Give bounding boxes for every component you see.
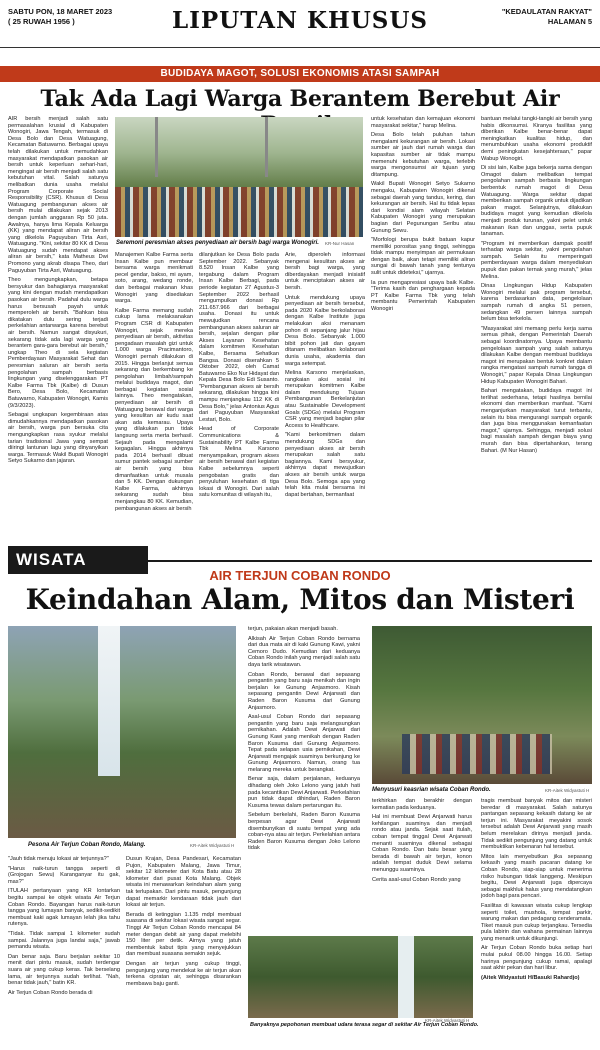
paragraph: "Tidak. Tidak sampai 1 kilometer sudah sampai. Jalannya juga landai saja," jawab pemandu wisata.: [8, 930, 120, 951]
paragraph: Arie, diperoleh informasi mengenai kesulitan akses air bersih bagi warga, yang diberdayakan menjadi inisiatif untuk menciptakan akses air bersih.: [285, 252, 365, 291]
paragraph: Theo mengungkapkan, betapa bersyukur dan bahagianya masyarakat yang kini dengan mudah mendapatkan pasokan air bersih. Padahal dulu warga harus bersusah payah untuk memperoleh air bersih. "Bahkan bisa dikatakan dulu sering terjadi perkelahian antarwarga karena berebut air bersih. Namun sangat disyukuri, sekarang tidak ada lagi warga yang berantem gara-gara berebut air bersih," ungkap Theo di sela kegiatan Pemberdayaan Masyarakat Sehat dan peresmian saluran air bersih serta pengolahan sampah berbasis lingkungan yang diselenggarakan PT Kalbe Farma Tbk (Kalbe) di Dusun Bero, Desa Bolo, Kecamatan Batuwarno, Kabupaten Wonogiri, Kamis (9/3/2023).: [8, 277, 108, 409]
story2-photo-visitors: [372, 626, 592, 784]
story2-column-4: [481, 798, 592, 1034]
paragraph: Manajemen Kalbe Farma serta Insan Kalbe pun membaur bersama warga menikmati pecel gendar, bakso, mi ayam, soto, arang, wedang ronde, dan berbagai makanan khas Wonogiri yang disediakan warga.: [115, 252, 193, 305]
story2-column-1: [8, 856, 120, 1036]
paragraph: Benar saja, dalam perjalanan, keduanya dihadang oleh Joko Lelono yang jatuh hati pada kecantikan Dewi Anjarwati. Perkelahian pun tidak dapat dihindari, Raden Baron Kusuma tewas dalam pertarungan itu.: [248, 776, 360, 809]
paragraph: Di sisi lain, Kalbe juga bekerja sama dengan Omagot dalam melibatkan tempat pengolahan sampah berbasis lingkungan berbentuk rumah magot di Desa Watuagung. Warga sekitar dapat memberikan sampah organik untuk dijadikan pakan magot. Selanjutnya, dilakukan budidaya magot yang kemudian dikelola menjadi produk turunan, yakni pelet untuk makanan ikan dan unggas, serta pupuk tanaman.: [481, 165, 592, 238]
paragraph: Fasilitas di kawasan wisata cukup lengkap seperti toilet, mushola, tempat parkir, warung makan dan pedagang cenderamata. Tiket masuk pun cukup terjangkau. Tersedia pula labirin dan wahana permainan lainnya yang menarik untuk dikunjungi.: [481, 902, 592, 942]
paragraph: "Morfologi berupa bukit batuan kapur memiliki porositas yang tinggi, sehingga tidak mampu menyimpan air permukaan dengan baik, akan tetapi memiliki aliran sungai di bawah tanah yang tentunya sulit untuk dideteksi," ujarnya.: [371, 237, 475, 277]
story2-headline: Keindahan Alam, Mitos dan Misteri: [25, 583, 575, 616]
paragraph: Wakil Bupati Wonogiri Setyo Sukarno mengaku, Kabupaten Wonogiri dikenal sebagai daerah yang tandus, kering, dan kekurangan air bersih. Hal itu tidak lepas dari kondisi alam wilayah Selatan Kabupaten Wonogiri yang merupakan bagian dari Pegunungan Seribu atau Gunung Sewu.: [371, 181, 475, 234]
story1-photo-credit: KR-Nur Hasan: [325, 241, 355, 246]
paragraph: Air Terjun Coban Rondo berada di: [8, 989, 93, 996]
paragraph: Desa Bolo telah puluhan tahun mengalami kekurangan air bersih. Lokasi sumber air jauh dari rumah warga dan kapasitas sumber air tidak mampu memenuhi kebutuhan warga, terlebih warga mengonsumsi air tujuan yang ditampung.: [371, 132, 475, 178]
story1-headline: Tak Ada Lagi Warga Berantem Berebut Air: [40, 86, 560, 112]
paragraph: "Masyarakat sini memang perlu kerja sama semua pihak, dengan Pemerintah Daerah sebagai koordinatornya. Upaya membantu pengelolaan sampah yang salah satunya dilakukan Kalbe dengan membuat budidaya magot ini merupakan bentuk konkret dalam rangka mengatasi sampah rumah tangga di Wonogiri," papar Kepala Dinas Lingkungan Hidup Kabupaten Wonogiri Bahari.: [481, 325, 592, 385]
story1-photo: [115, 117, 363, 237]
header-date: SABTU PON, 18 MARET 2023: [8, 7, 113, 16]
story1-kicker: BUDIDAYA MAGOT, SOLUSI EKONOMIS ATASI SAMPAH: [0, 66, 600, 82]
paragraph: dilanjutkan ke Desa Bolo pada September 2022. Sebanyak 8.520 Insan Kalbe yang tergabung dalam Program Insan Kalbe Berbagi, pada periode kegiatan 27 Agustus-3 September 2022 berhasil mengumpulkan donasi Rp 211.657.966 dari berbagai usaha. Donasi itu untuk mewujudkan rencana pembangunan akses saluran air bersih, sejalan dengan pilar Akses Layanan Kesehatan dalam komitmen Kesehatan Kalbe, Bersama Sehatkan Bangsa. Donasi diserahkan 5 Oktober 2022, oleh Camat Batuwarno Eko Nur Hidayat dan Kepala Desa Bolo Edi Susanto. "Pembangunan akses air bersih sekarang, dilakukan hingga kini mampu menjangkau 112 KK di Desa Bolo," jelas Antonius Agus dari Paguyuban Masyarakat Lestari, Bolo.: [199, 252, 279, 423]
paragraph: "Kami berkomitmen dalam mendukung SDGs dan penyediaan akses air bersih merupakan salah satu bagiannya. Kami bersyukur, akhirnya dapat mewujudkan akses air bersih untuk warga Desa Bolo. Semoga apa yang telah kita mulai bersama ini dapat bertahan, bermanfaat: [285, 432, 365, 498]
story1-column-4: [285, 252, 365, 534]
story2-photo-trees: [248, 936, 473, 1018]
header-paper-block: [502, 7, 592, 27]
paragraph: terjun, pakaian akan menjadi basah.: [248, 626, 338, 632]
page-header: [0, 0, 600, 48]
paragraph: tragis membuat banyak mitos dan misteri beredar di masyarakat. Salah satunya pantangan sepasang kekasih datang ke air terjun ini. Masyarakat meyakini sosok tersebut adalah Dewi Anjarwati yang masih belum merelakan dirinya menjadi janda. Tidak sedikit pengunjung yang datang untuk membuktikan kebenaran hal tersebut.: [481, 798, 592, 851]
paragraph: Untuk mendukung upaya penyediaan air bersih tersebut, pada 2020 Kalbe berkolaborasi dengan Kalbe Institute juga melakukan aksi menanam pohon di sepanjang jalur hijau Desa Bolo. Sebanyak 1.000 bibit pohon jati dan gayam ditanam melibatkan kolaborasi dunia usaha, akademia dan warga setempat.: [285, 294, 365, 367]
header-ruwah: ( 25 RUWAH 1956 ): [8, 17, 75, 26]
paragraph: Head of Corporate Communications & Sustainability PT Kalbe Farma Tbk Melina Karsono menyampaikan, program akses air bersih berawal dari kegiatan Kalbe sebelumnya seperti pengobatan gratis dan penyuluhan kesehatan di tiga lokasi di Wonogiri. Dari salah satu komunitas di wilayah itu,: [199, 426, 279, 499]
story2-kicker: AIR TERJUN COBAN RONDO: [209, 568, 391, 583]
paragraph: untuk kesehatan dan kemajuan ekonomi masyarakat sekitar," harap Melina.: [371, 116, 475, 129]
paper-name: "KEDAULATAN RAKYAT": [501, 7, 592, 16]
story2-photo-waterfall: [8, 626, 236, 838]
section-title: LIPUTAN KHUSUS: [171, 7, 429, 34]
paragraph: Mitos lain menyebutkan jika sepasang kekasih yang masih pacaran datang ke Coban Rondo, siap-siap untuk menerima risiko hubungan tidak langgeng. Meskipun begitu, Dewi Anjarwati juga dipercaya sebagai makhluk halus yang mendatangkan jodoh bagi para pencari.: [481, 853, 592, 900]
paragraph: Dusun Krajan, Desa Pandesari, Kecamatan Pujon, Kabupaten Malang, Jawa Timur, sekitar 12 kilometer dari Kota Batu atau 28 kilometer dari pusat Kota Malang. Objek wisata ini menawarkan keindahan alam yang tak terlupakan. Dari pintu masuk, pengunjung dapat memarkir kendaraan tidak jauh dari lokasi air terjun.: [126, 856, 241, 909]
paragraph: "Program ini memberikan dampak positif terhadap warga sekitar, yakni pengolahan sampah. Selain itu memperingati pemberdayaan warga dalam menyediakan pupuk dan pakan ternak yang murah," jelas Melina.: [481, 240, 592, 280]
paragraph: Alkisah Air Terjun Coban Rondo bernama dari dua mata air di kaki Gunung Kawi, yakni Cemoro Dudo. Kemudian dari keduanya Coban Rondo inilah yang menjadi salah satu daya tarik wisatawan.: [248, 635, 360, 668]
paragraph: bantuan melalui tangki-tangki air bersih yang habis dikonsumsi. Kiranya fasilitas yang diberikan Kalbe benar-benar dapat meningkatkan kualitas hidup, dan menumbuhkan usaha ekonomi produktif demi peningkatan kesejahteraan," papar Wabup Wonogiri.: [481, 116, 592, 162]
paragraph: Berada di ketinggian 1.135 mdpl membuat suasana di sekitar lokasi wisata sangat segar. Tinggi Air Terjun Coban Rondo mencapai 84 meter dengan debit air yang dapat melebihi 150 liter per detik. Airnya yang jatuh membentuk kabut tipis yang menyejukkan dan membuat suasana semakin sejuk.: [126, 911, 241, 958]
paragraph: Hal ini membuat Dewi Anjarwati harus kehilangan suaminya dan menjadi rondo atau janda. Sejak saat itulah, coban tempat tinggal Dewi Anjarwati menanti suaminya dikenal sebagai Coban Rondo. Dan batu besar yang berada di bawah air terjun, konon adalah tempat duduk Dewi selama menunggu suaminya.: [372, 814, 472, 873]
byline: (Aitek Widyastuti H/Basuki Rahardjo): [481, 974, 580, 981]
paragraph: Melina Karsono menjelaskan, rangkaian aksi sosial ini merupakan komitmen Kalbe dalam mendukung Tujuan Pembangunan Berkelanjutan atau Sustainable Development Goals (SDGs) melalui Program CSR yang menjadi bagian pilar Access to Healthcare.: [285, 370, 365, 429]
section-rule: [148, 560, 592, 562]
story1-column-3: [199, 252, 279, 534]
story2-photo3-credit: KR-Aitek Widyastuti H: [425, 1018, 470, 1023]
section-label-wisata: WISATA: [8, 546, 148, 574]
story2-photo2-credit: KR-Aitek Widyastuti H: [545, 788, 590, 793]
paragraph: Dengan air terjun yang cukup tinggi, pengunjung yang mendekat ke air terjun akan terkena cipratan air, sehingga disarankan membawa baju ganti.: [126, 960, 241, 987]
paragraph: Ia pun mengapresiasi upaya baik Kalbe. "Terima kasih dan penghargaan kepada PT Kalbe Farma Tbk yang telah membantu Pemerintah Kabupaten Wonogiri: [371, 279, 475, 313]
paragraph: "Harus naik-turun tangga seperti di (Grojogan Sewu) Karanganyar itu gak, mas?": [8, 865, 120, 885]
story2-photo2-caption: Menyusuri keasrian wisata Coban Rondo.: [372, 787, 491, 793]
paragraph: ITULAH pertanyaan yang KR lontarkan begitu sampai ke objek wisata Air Terjun Coban Rondo. Bayangan harus naik-turun tangga yang lumayan banyak, sedikit-sedikit membuat kaki agak lumayan lelah jika tahu rutenya.: [8, 888, 120, 928]
paragraph: Cerita asal-usul Coban Rondo yang: [372, 876, 461, 883]
paragraph: Sebelum berkelahi, Raden Baron Kusuma berpesan agar Dewi Anjarwati disembunyikan di suatu tempat yang ada coban-nya atau air terjun. Perkelahian antara Raden Baron Kusuma dengan Joko Lelono tidak: [248, 812, 360, 852]
paragraph: Bahari mengatakan, budidaya magot ini terlihat sederhana, tetapi hasilnya bernilai ekonomi dan memberikan manfaat. "Kami menganjurkan masyarakat turut terbantu, selain itu bisa mengurangi sampah organik dan juga bisa menggunakan kemanfaatan magot," ujarnya. Sehingga, menjadi solusi bagi masalah sampah dengan biaya yang murah dan bisa dipertahankan, terang Bahari. (M Nur Hasan): [481, 388, 592, 454]
paragraph: Kalbe Farma memang sudah cukup lama melaksanakan Program CSR di Kabupaten Wonogiri, sejak mereka penyediaan air bersih, aktivitas pengadaan masalah gizi untuk 1.000 warga Pracimantoro, Wonogiri pernah dilakukan di 2015. Hingga berlanjut semua sekarang dan berkembang ke pengolahan limbah/sampah melalui budidaya magot, dan berbagai kegiatan sosial lainnya. Theo mengatakan, penyediaan air bersih di Watuagung berawal dari warga yang kesulitan air kudu saat akan ada kemarau. Upaya yang dilakukan pun tidak langsung serta merta berhasil. Sejauh pada mengalami kegagalan. Hingga akhirnya pada 2014 berhasil dibuat sumur pantek sebagai sumber air bersih yang bisa dimanfaatkan untuk musala dan 5 KK. Dengan dukungan Kalbe Farma, akhirnya sekarang sudah bisa menjangkau 80 KK. Kemudian, pembangunan akses air bersih: [115, 307, 193, 512]
story2-photo1-credit: KR-Aitek Widyastuti H: [190, 843, 235, 848]
story1-photo-caption: Seremoni peresmian akses penyediaan air bersih bagi warga Wonogiri.: [116, 240, 319, 246]
story2-column-3a: [372, 798, 472, 926]
paragraph: terkhirkan dan berakhir dengan kematian pada keduanya.: [372, 798, 472, 811]
story1-column-2: [115, 252, 193, 534]
paragraph: Dinas Lingkungan Hidup Kabupaten Wonogiri melalui pak program tersebut, karena berdasarkan data, pengelolaan sampah rumah di angka 51 persen, sedangkan 49 persen lainnya sampah belum bisa terkelola.: [481, 283, 592, 323]
story2-column-2b: [126, 856, 241, 1036]
story2-photo3-caption: Banyaknya pepohonan membuat udara terasa segar di sekitar Air Terjun Coban Rondo.: [250, 1022, 479, 1028]
story2-photo1-caption: Pesona Air Terjun Coban Rondo, Malang.: [28, 842, 146, 848]
paragraph: Coban Rondo, berawal dari sepasang pengantin yang baru saja menikah dan ingin berjalan ke Gunung Anjasmoro. Kisah sepasang pengantin Dewi Anjarwati dan Raden Baron Kusuma dari Gunung Anjasmoro.: [248, 671, 360, 711]
paragraph: AIR bersih menjadi salah satu permasalahan krusial di Kabupaten Wonogiri, Jawa Tengah, termasuk di Desa Bolo dan Desa Watuagung, Kecamatan Batuwarno. Berbagai upaya telah dilakukan untuk memudahkan masyarakat mendapatkan pasokan air bersih untuk keperluan sehari-hari, mengingat air bersih menjadi salah satu kebutuhan vital. Salah satunya melibatkan dunia usaha melalui Program Corporate Social Responsibility (CSR). Khusus di Desa Watuagung pembangunan akses air bersih mulai dilakukan sejak 2013 dengan jumlah anggaran Rp 50 juta. Awalnya, hanya lima Kepala Keluarga (KK) yang mendapat aliran air bersih yang dikelola Paguyuban Tirta Asri, Watuagung. "Kini, sekitar 80 KK di Desa Watuagung sudah mendapat akses aliran air bersih," kata Matheus Dwi Promono yang akrab disapa Theo, dari Paguyuban Tirta Asri, Watuagung.: [8, 116, 108, 274]
paragraph: Dan benar saja. Baru berjalan sekitar 10 menit dari pintu masuk, sudah terdengar suara air yang cukup keras. Tak berselang lama, air terjunnya sudah terlihat. "Nah, benar tidak jauh," batin KR.: [8, 953, 120, 987]
paragraph: Sebagai ungkapan kegembiraan atas dimudahkannya mendapatkan pasokan air bersih, warga pun bersuka cita mengungkapkan rasa syukur melalui tarian tradisional Jawa yang sempat diiringi lantunan lagu yang dinyanyikan warga. Termasuk Wakil Bupati Wonogiri Setyo Sukarno dan jajaran.: [8, 412, 108, 465]
paragraph: "Jauh tidak menuju lokasi air terjunnya?": [8, 856, 109, 862]
page-number: HALAMAN 5: [547, 17, 592, 26]
story2-column-2a: [248, 626, 360, 856]
story1-column-6: [481, 116, 592, 534]
story1-column-1: [8, 116, 108, 532]
story1-column-5: [371, 116, 475, 534]
paragraph: Asal-usul Coban Rondo dari sepasang pengantin yang baru saja melangsungkan pernikahan. Adalah Dewi Anjarwati dari Gunung Kawi yang menikah dengan Raden Baron Kusuma dari Gunung Anjasmoro. Tepat pada selapan usia pernikahan, Dewi Anjarwati mengajak suaminya berkunjung ke Gunung Anjasmoro. Namun, orang tua melarang mereka untuk berangkat.: [248, 714, 360, 773]
paragraph: Air Terjun Coban Rondo buka setiap hari mulai pukul 08.00 hingga 16.00. Setiap harinya pengunjung cukup ramai, apalagi saat akhir pekan dan hari libur.: [481, 945, 592, 972]
